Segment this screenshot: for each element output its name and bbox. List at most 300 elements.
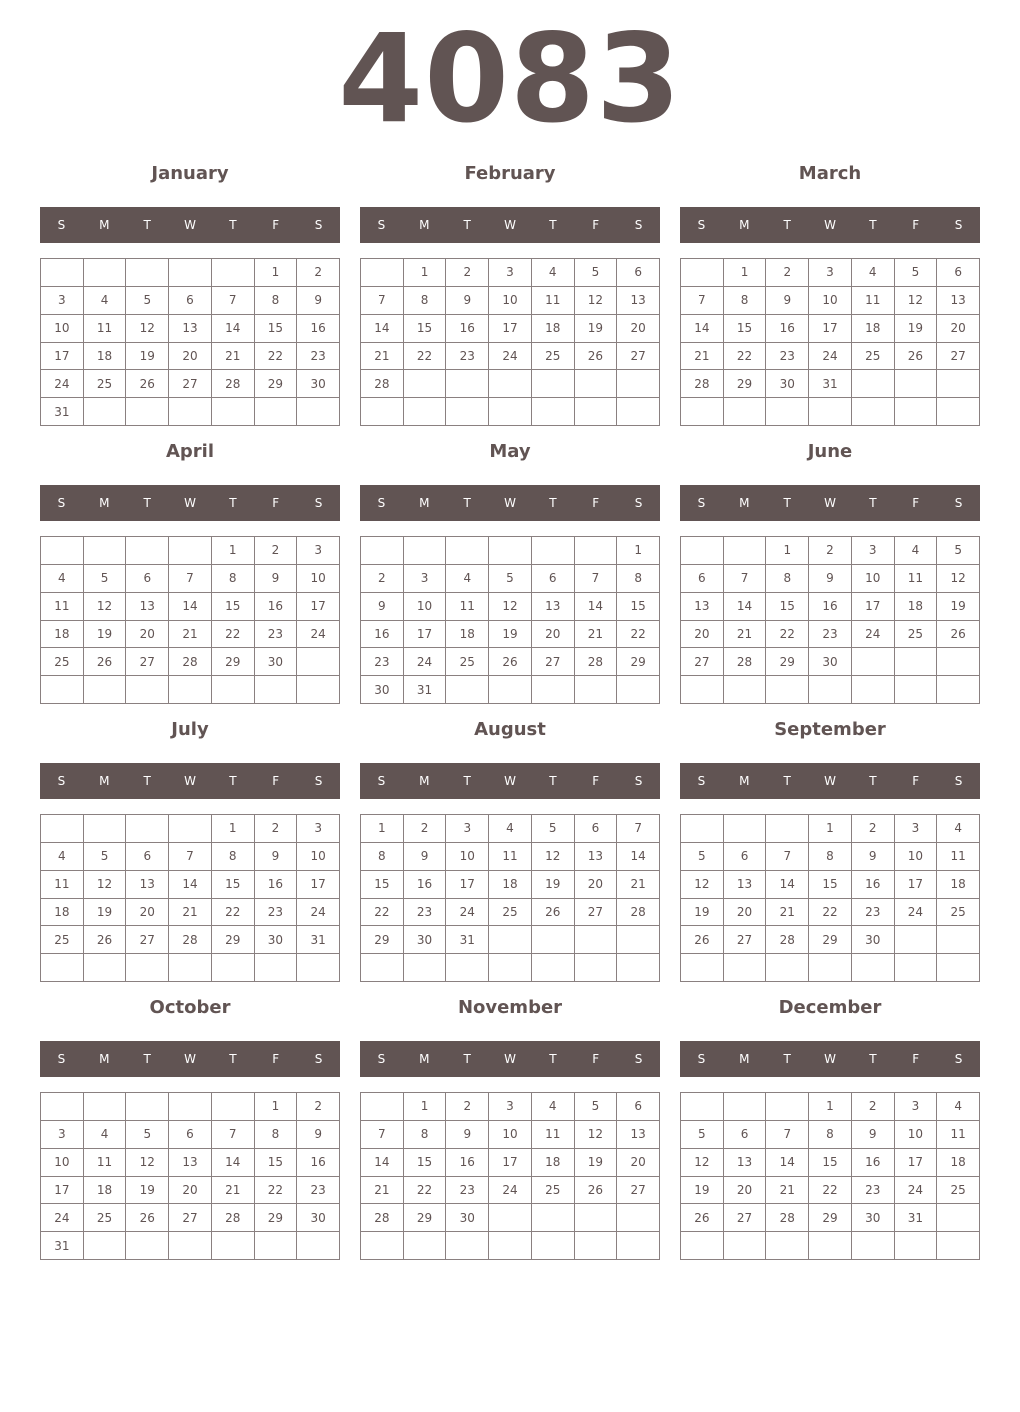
day-cell: 7 bbox=[361, 1121, 404, 1149]
day-cell: 7 bbox=[766, 843, 809, 871]
empty-cell bbox=[404, 537, 447, 565]
day-cell: 14 bbox=[766, 1149, 809, 1177]
day-cell: 7 bbox=[212, 1121, 255, 1149]
weekday-label: T bbox=[783, 774, 791, 788]
day-cell: 31 bbox=[809, 370, 852, 398]
day-cell: 5 bbox=[575, 259, 618, 287]
day-cell: 27 bbox=[724, 926, 767, 954]
day-cell: 12 bbox=[489, 593, 532, 621]
day-cell: 30 bbox=[255, 648, 298, 676]
day-cell: 1 bbox=[255, 259, 298, 287]
empty-cell bbox=[532, 370, 575, 398]
day-cell: 31 bbox=[446, 926, 489, 954]
day-cell: 15 bbox=[212, 871, 255, 899]
empty-cell bbox=[532, 537, 575, 565]
day-cell: 8 bbox=[212, 843, 255, 871]
day-cell: 21 bbox=[212, 1177, 255, 1205]
empty-cell bbox=[895, 1232, 938, 1260]
day-cell: 5 bbox=[126, 1121, 169, 1149]
day-cell: 14 bbox=[724, 593, 767, 621]
day-cell: 30 bbox=[809, 648, 852, 676]
empty-cell bbox=[852, 370, 895, 398]
weekday-label: T bbox=[783, 496, 791, 510]
weekday-label: S bbox=[377, 774, 386, 788]
empty-cell bbox=[404, 954, 447, 982]
day-cell: 18 bbox=[41, 621, 84, 649]
day-cell: 3 bbox=[297, 815, 340, 843]
weekday-label: S bbox=[377, 1052, 386, 1066]
day-cell: 11 bbox=[532, 287, 575, 315]
day-cell: 27 bbox=[575, 899, 618, 927]
day-cell: 15 bbox=[361, 871, 404, 899]
weekday-label: W bbox=[184, 218, 196, 232]
day-cell: 24 bbox=[297, 621, 340, 649]
day-cell: 8 bbox=[617, 565, 660, 593]
weekday-label: M bbox=[99, 774, 110, 788]
empty-cell bbox=[532, 1204, 575, 1232]
day-cell: 25 bbox=[84, 370, 127, 398]
weekday-header bbox=[680, 763, 980, 799]
day-cell: 21 bbox=[169, 621, 212, 649]
day-cell: 28 bbox=[766, 1204, 809, 1232]
weekday-label: T bbox=[143, 218, 151, 232]
weekday-label: F bbox=[272, 218, 280, 232]
day-cell: 12 bbox=[84, 593, 127, 621]
empty-cell bbox=[126, 815, 169, 843]
day-cell: 14 bbox=[766, 871, 809, 899]
day-cell: 26 bbox=[575, 1177, 618, 1205]
day-cell: 17 bbox=[852, 593, 895, 621]
weekday-label: M bbox=[99, 1052, 110, 1066]
day-cell: 6 bbox=[126, 565, 169, 593]
day-cell: 20 bbox=[724, 1177, 767, 1205]
day-cell: 26 bbox=[126, 370, 169, 398]
weekday-label: M bbox=[739, 1052, 750, 1066]
day-cell: 26 bbox=[489, 648, 532, 676]
day-cell: 29 bbox=[212, 926, 255, 954]
empty-cell bbox=[404, 1232, 447, 1260]
day-cell: 19 bbox=[84, 899, 127, 927]
day-cell: 12 bbox=[126, 1149, 169, 1177]
weekday-label: S bbox=[57, 774, 66, 788]
day-cell: 3 bbox=[297, 537, 340, 565]
empty-cell bbox=[84, 1232, 127, 1260]
day-cell: 21 bbox=[169, 899, 212, 927]
empty-cell bbox=[532, 1232, 575, 1260]
weekday-header bbox=[680, 207, 980, 243]
day-cell: 10 bbox=[489, 287, 532, 315]
weekday-label: F bbox=[272, 496, 280, 510]
empty-cell bbox=[169, 676, 212, 704]
weekday-label: W bbox=[504, 1052, 516, 1066]
day-cell: 11 bbox=[532, 1121, 575, 1149]
day-cell: 24 bbox=[297, 899, 340, 927]
day-grid bbox=[40, 814, 340, 982]
day-cell: 30 bbox=[852, 1204, 895, 1232]
day-cell: 17 bbox=[41, 343, 84, 371]
day-cell: 15 bbox=[809, 1149, 852, 1177]
weekday-label: T bbox=[229, 218, 237, 232]
day-cell: 4 bbox=[895, 537, 938, 565]
day-cell: 16 bbox=[446, 315, 489, 343]
weekday-label: T bbox=[549, 1052, 557, 1066]
weekday-label: T bbox=[549, 218, 557, 232]
day-cell: 14 bbox=[361, 1149, 404, 1177]
month-name: November bbox=[457, 997, 563, 1018]
day-cell: 28 bbox=[766, 926, 809, 954]
weekday-header bbox=[40, 763, 340, 799]
empty-cell bbox=[41, 676, 84, 704]
empty-cell bbox=[681, 259, 724, 287]
weekday-label: S bbox=[954, 1052, 963, 1066]
day-cell: 6 bbox=[617, 259, 660, 287]
day-cell: 4 bbox=[84, 1121, 127, 1149]
day-cell: 21 bbox=[617, 871, 660, 899]
day-cell: 4 bbox=[84, 287, 127, 315]
empty-cell bbox=[84, 259, 127, 287]
empty-cell bbox=[489, 926, 532, 954]
empty-cell bbox=[575, 1232, 618, 1260]
day-cell: 21 bbox=[212, 343, 255, 371]
empty-cell bbox=[126, 1093, 169, 1121]
day-cell: 10 bbox=[895, 1121, 938, 1149]
day-cell: 18 bbox=[937, 871, 980, 899]
day-cell: 14 bbox=[212, 315, 255, 343]
empty-cell bbox=[617, 1204, 660, 1232]
weekday-label: T bbox=[549, 774, 557, 788]
weekday-label: S bbox=[57, 1052, 66, 1066]
weekday-label: S bbox=[954, 496, 963, 510]
empty-cell bbox=[169, 954, 212, 982]
day-cell: 23 bbox=[852, 1177, 895, 1205]
day-cell: 27 bbox=[169, 1204, 212, 1232]
day-cell: 22 bbox=[255, 1177, 298, 1205]
empty-cell bbox=[575, 676, 618, 704]
day-cell: 11 bbox=[937, 843, 980, 871]
day-cell: 25 bbox=[489, 899, 532, 927]
empty-cell bbox=[404, 398, 447, 426]
day-cell: 22 bbox=[212, 899, 255, 927]
month-name: June bbox=[807, 441, 853, 462]
day-grid bbox=[360, 258, 660, 426]
day-cell: 24 bbox=[489, 1177, 532, 1205]
empty-cell bbox=[681, 954, 724, 982]
day-cell: 25 bbox=[895, 621, 938, 649]
day-cell: 7 bbox=[766, 1121, 809, 1149]
day-cell: 18 bbox=[532, 1149, 575, 1177]
day-cell: 24 bbox=[895, 899, 938, 927]
day-cell: 13 bbox=[126, 871, 169, 899]
weekday-label: W bbox=[504, 496, 516, 510]
month-name: October bbox=[149, 997, 231, 1018]
day-cell: 13 bbox=[681, 593, 724, 621]
empty-cell bbox=[255, 1232, 298, 1260]
day-cell: 6 bbox=[724, 843, 767, 871]
day-cell: 4 bbox=[532, 1093, 575, 1121]
weekday-label: T bbox=[869, 496, 877, 510]
day-cell: 8 bbox=[404, 287, 447, 315]
empty-cell bbox=[681, 676, 724, 704]
day-cell: 1 bbox=[809, 815, 852, 843]
day-cell: 28 bbox=[681, 370, 724, 398]
day-cell: 17 bbox=[404, 621, 447, 649]
day-cell: 15 bbox=[809, 871, 852, 899]
day-cell: 19 bbox=[126, 1177, 169, 1205]
day-cell: 24 bbox=[895, 1177, 938, 1205]
empty-cell bbox=[766, 954, 809, 982]
empty-cell bbox=[126, 676, 169, 704]
day-cell: 21 bbox=[361, 1177, 404, 1205]
empty-cell bbox=[895, 398, 938, 426]
day-cell: 25 bbox=[532, 343, 575, 371]
day-cell: 27 bbox=[126, 926, 169, 954]
day-cell: 7 bbox=[212, 287, 255, 315]
day-cell: 29 bbox=[212, 648, 255, 676]
day-cell: 24 bbox=[809, 343, 852, 371]
empty-cell bbox=[895, 954, 938, 982]
day-cell: 26 bbox=[84, 648, 127, 676]
day-cell: 23 bbox=[297, 1177, 340, 1205]
day-cell: 24 bbox=[41, 370, 84, 398]
day-cell: 29 bbox=[361, 926, 404, 954]
weekday-label: S bbox=[697, 774, 706, 788]
empty-cell bbox=[489, 370, 532, 398]
day-cell: 6 bbox=[169, 1121, 212, 1149]
empty-cell bbox=[617, 398, 660, 426]
day-cell: 7 bbox=[169, 565, 212, 593]
day-cell: 4 bbox=[41, 843, 84, 871]
empty-cell bbox=[446, 537, 489, 565]
empty-cell bbox=[724, 676, 767, 704]
day-cell: 17 bbox=[895, 1149, 938, 1177]
month-name: March bbox=[798, 163, 862, 184]
day-cell: 8 bbox=[809, 843, 852, 871]
day-cell: 13 bbox=[532, 593, 575, 621]
day-cell: 5 bbox=[84, 843, 127, 871]
empty-cell bbox=[446, 370, 489, 398]
day-cell: 16 bbox=[255, 871, 298, 899]
weekday-label: T bbox=[463, 1052, 471, 1066]
weekday-label: T bbox=[143, 496, 151, 510]
day-cell: 26 bbox=[84, 926, 127, 954]
day-cell: 4 bbox=[532, 259, 575, 287]
empty-cell bbox=[724, 1093, 767, 1121]
day-cell: 9 bbox=[255, 843, 298, 871]
weekday-label: W bbox=[824, 1052, 836, 1066]
weekday-label: T bbox=[229, 496, 237, 510]
empty-cell bbox=[809, 1232, 852, 1260]
day-cell: 22 bbox=[361, 899, 404, 927]
empty-cell bbox=[41, 815, 84, 843]
day-cell: 11 bbox=[895, 565, 938, 593]
day-cell: 16 bbox=[361, 621, 404, 649]
weekday-label: T bbox=[783, 1052, 791, 1066]
day-cell: 23 bbox=[446, 343, 489, 371]
day-cell: 10 bbox=[404, 593, 447, 621]
day-cell: 16 bbox=[852, 1149, 895, 1177]
day-cell: 24 bbox=[489, 343, 532, 371]
day-cell: 20 bbox=[681, 621, 724, 649]
day-cell: 25 bbox=[446, 648, 489, 676]
day-cell: 19 bbox=[937, 593, 980, 621]
day-cell: 2 bbox=[361, 565, 404, 593]
day-cell: 11 bbox=[489, 843, 532, 871]
day-cell: 8 bbox=[724, 287, 767, 315]
day-cell: 5 bbox=[84, 565, 127, 593]
day-cell: 6 bbox=[681, 565, 724, 593]
empty-cell bbox=[169, 815, 212, 843]
day-cell: 25 bbox=[41, 648, 84, 676]
day-cell: 6 bbox=[532, 565, 575, 593]
empty-cell bbox=[895, 926, 938, 954]
empty-cell bbox=[126, 398, 169, 426]
month-name: May bbox=[489, 441, 531, 462]
month-name: February bbox=[464, 163, 556, 184]
weekday-header bbox=[360, 1041, 660, 1077]
day-cell: 2 bbox=[446, 259, 489, 287]
day-cell: 14 bbox=[169, 871, 212, 899]
weekday-label: F bbox=[912, 1052, 920, 1066]
empty-cell bbox=[937, 1204, 980, 1232]
weekday-header bbox=[40, 485, 340, 521]
day-cell: 7 bbox=[361, 287, 404, 315]
day-cell: 18 bbox=[895, 593, 938, 621]
day-cell: 10 bbox=[41, 315, 84, 343]
weekday-label: F bbox=[592, 1052, 600, 1066]
day-cell: 21 bbox=[766, 1177, 809, 1205]
empty-cell bbox=[617, 926, 660, 954]
empty-cell bbox=[126, 1232, 169, 1260]
day-cell: 10 bbox=[297, 843, 340, 871]
day-cell: 20 bbox=[937, 315, 980, 343]
day-grid bbox=[360, 1092, 660, 1260]
weekday-label: T bbox=[869, 218, 877, 232]
day-cell: 26 bbox=[126, 1204, 169, 1232]
day-cell: 29 bbox=[617, 648, 660, 676]
empty-cell bbox=[169, 398, 212, 426]
day-cell: 13 bbox=[724, 1149, 767, 1177]
day-cell: 4 bbox=[446, 565, 489, 593]
day-grid bbox=[680, 536, 980, 704]
day-cell: 21 bbox=[724, 621, 767, 649]
day-cell: 27 bbox=[169, 370, 212, 398]
weekday-header bbox=[360, 763, 660, 799]
day-cell: 30 bbox=[255, 926, 298, 954]
day-cell: 19 bbox=[575, 1149, 618, 1177]
day-cell: 26 bbox=[895, 343, 938, 371]
day-cell: 19 bbox=[84, 621, 127, 649]
day-cell: 10 bbox=[41, 1149, 84, 1177]
day-cell: 28 bbox=[212, 370, 255, 398]
empty-cell bbox=[852, 954, 895, 982]
day-cell: 27 bbox=[681, 648, 724, 676]
day-grid bbox=[40, 1092, 340, 1260]
empty-cell bbox=[446, 954, 489, 982]
day-cell: 3 bbox=[809, 259, 852, 287]
day-cell: 5 bbox=[126, 287, 169, 315]
empty-cell bbox=[297, 1232, 340, 1260]
weekday-label: M bbox=[419, 774, 430, 788]
year-title: 4083 bbox=[338, 8, 682, 150]
day-cell: 9 bbox=[404, 843, 447, 871]
day-cell: 10 bbox=[489, 1121, 532, 1149]
day-cell: 25 bbox=[41, 926, 84, 954]
day-cell: 15 bbox=[404, 315, 447, 343]
day-cell: 25 bbox=[937, 1177, 980, 1205]
weekday-label: S bbox=[634, 774, 643, 788]
day-cell: 18 bbox=[489, 871, 532, 899]
day-cell: 25 bbox=[84, 1204, 127, 1232]
day-cell: 7 bbox=[575, 565, 618, 593]
day-cell: 10 bbox=[297, 565, 340, 593]
empty-cell bbox=[84, 1093, 127, 1121]
day-grid bbox=[360, 814, 660, 982]
day-cell: 1 bbox=[617, 537, 660, 565]
empty-cell bbox=[852, 1232, 895, 1260]
day-cell: 22 bbox=[809, 899, 852, 927]
weekday-label: S bbox=[314, 774, 323, 788]
day-cell: 16 bbox=[297, 315, 340, 343]
day-cell: 21 bbox=[361, 343, 404, 371]
empty-cell bbox=[937, 926, 980, 954]
day-cell: 27 bbox=[532, 648, 575, 676]
day-cell: 30 bbox=[766, 370, 809, 398]
day-cell: 1 bbox=[766, 537, 809, 565]
day-cell: 12 bbox=[895, 287, 938, 315]
day-cell: 27 bbox=[617, 1177, 660, 1205]
day-cell: 7 bbox=[681, 287, 724, 315]
empty-cell bbox=[361, 954, 404, 982]
empty-cell bbox=[532, 954, 575, 982]
day-cell: 9 bbox=[766, 287, 809, 315]
empty-cell bbox=[489, 676, 532, 704]
day-cell: 20 bbox=[126, 899, 169, 927]
day-cell: 26 bbox=[937, 621, 980, 649]
weekday-header bbox=[360, 485, 660, 521]
day-cell: 6 bbox=[617, 1093, 660, 1121]
weekday-label: F bbox=[272, 774, 280, 788]
day-cell: 10 bbox=[809, 287, 852, 315]
day-cell: 3 bbox=[41, 287, 84, 315]
weekday-label: S bbox=[377, 496, 386, 510]
day-cell: 18 bbox=[84, 1177, 127, 1205]
day-cell: 9 bbox=[446, 287, 489, 315]
empty-cell bbox=[404, 370, 447, 398]
day-cell: 29 bbox=[255, 1204, 298, 1232]
empty-cell bbox=[212, 954, 255, 982]
weekday-label: W bbox=[184, 1052, 196, 1066]
day-cell: 4 bbox=[937, 815, 980, 843]
weekday-label: F bbox=[912, 774, 920, 788]
day-cell: 6 bbox=[575, 815, 618, 843]
weekday-label: S bbox=[634, 1052, 643, 1066]
day-cell: 8 bbox=[766, 565, 809, 593]
day-cell: 5 bbox=[681, 1121, 724, 1149]
day-cell: 2 bbox=[766, 259, 809, 287]
day-cell: 4 bbox=[937, 1093, 980, 1121]
weekday-label: T bbox=[463, 774, 471, 788]
empty-cell bbox=[681, 1232, 724, 1260]
day-cell: 5 bbox=[895, 259, 938, 287]
day-cell: 23 bbox=[766, 343, 809, 371]
day-cell: 3 bbox=[446, 815, 489, 843]
day-cell: 9 bbox=[361, 593, 404, 621]
day-cell: 9 bbox=[809, 565, 852, 593]
day-cell: 1 bbox=[212, 815, 255, 843]
empty-cell bbox=[937, 648, 980, 676]
empty-cell bbox=[84, 815, 127, 843]
empty-cell bbox=[681, 398, 724, 426]
